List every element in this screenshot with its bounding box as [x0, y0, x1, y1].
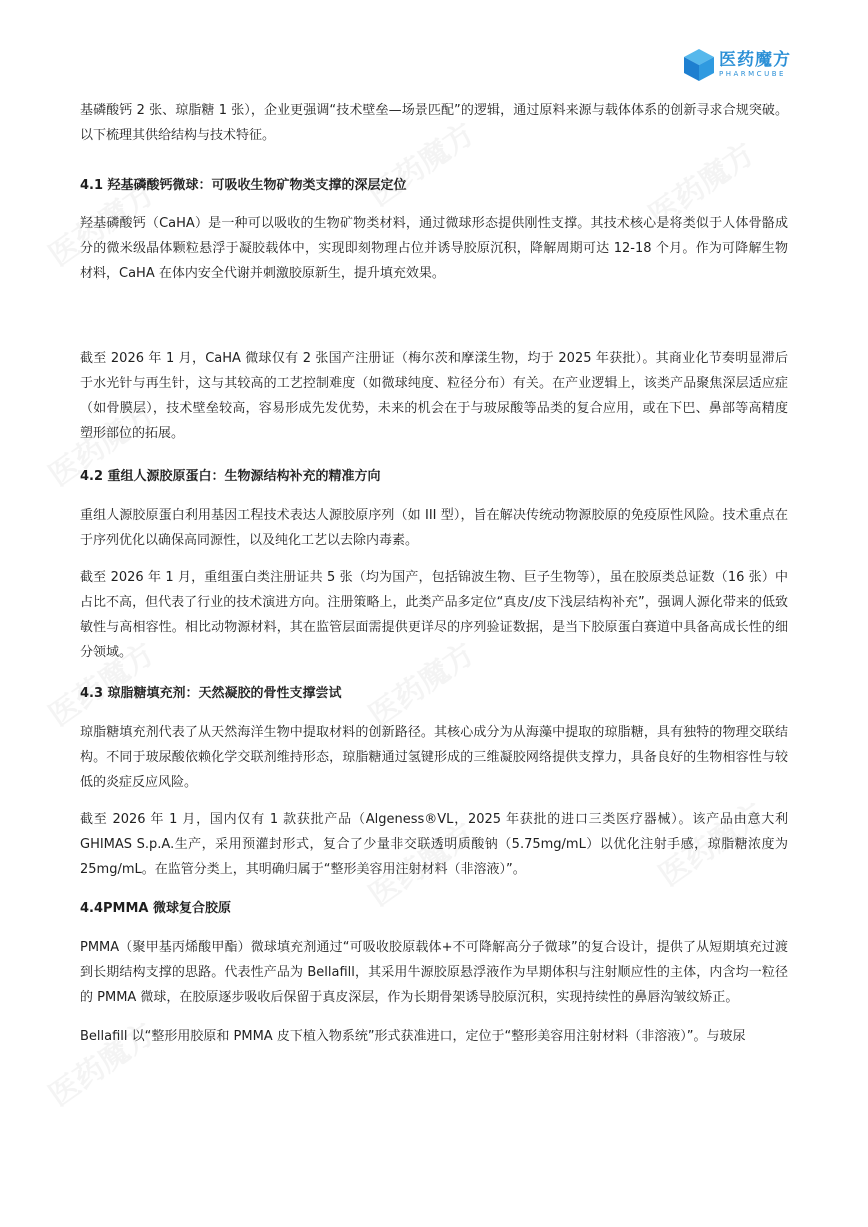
cube-icon: [683, 48, 715, 82]
paragraph: 截至 2026 年 1 月，国内仅有 1 款获批产品（Algeness®VL，2025 年获批的进口三类医疗器械）。该产品由意大利 GHIMAS S.p.A.生产，采用预灌封形式，复合了少量非交联透明质酸钠（5.75mg/mL）以优化注射手感，琼脂糖浓度为 25mg/mL。在监管分类上，其明确归属于“整形美容用注射材料（非溶液）”。: [80, 812, 788, 877]
section-heading-4-4: 4.4PMMA 微球复合胶原: [80, 901, 232, 916]
paragraph: 琼脂糖填充剂代表了从天然海洋生物中提取材料的创新路径。其核心成分为从海藻中提取的琼脂糖，具有独特的物理交联结构。不同于玻尿酸依赖化学交联剂维持形态，琼脂糖通过氢键形成的三维凝胶网络提供支撑力，具备良好的生物相容性与较低的炎症反应风险。: [80, 725, 788, 790]
section-heading-4-2: 4.2 重组人源胶原蛋白：生物源结构补充的精准方向: [80, 469, 381, 484]
pharmcube-logo: [683, 48, 791, 82]
section-heading-4-1: 4.1 羟基磷酸钙微球：可吸收生物矿物类支撑的深层定位: [80, 178, 407, 193]
paragraph: 截至 2026 年 1 月，CaHA 微球仅有 2 张国产注册证（梅尔茨和摩漾生物，均于 2025 年获批）。其商业化节奏明显滞后于水光针与再生针，这与其较高的工艺控制难度（如微球纯度、粒径分布）有关。在产业逻辑上，该类产品聚焦深层适应症（如骨膜层），技术壁垒较高，容易形成先发优势，未来的机会在于与玻尿酸等品类的复合应用，或在下巴、鼻部等高精度塑形部位的拓展。: [80, 351, 788, 441]
logo-name: 医药魔方: [719, 50, 791, 70]
paragraph-intro: 基磷酸钙 2 张、琼脂糖 1 张），企业更强调“技术壁垒—场景匹配”的逻辑，通过原料来源与载体体系的创新寻求合规突破。以下梳理其供给结构与技术特征。: [80, 103, 788, 143]
paragraph: 截至 2026 年 1 月，重组蛋白类注册证共 5 张（均为国产，包括锦波生物、巨子生物等），虽在胶原类总证数（16 张）中占比不高，但代表了行业的技术演进方向。注册策略上，此类产品多定位“真皮/皮下浅层结构补充”，强调人源化带来的低致敏性与高相容性。相比动物源材料，其在监管层面需提供更详尽的序列验证数据，是当下胶原蛋白赛道中具备高成长性的细分领域。: [80, 570, 788, 660]
document-body: [80, 98, 788, 1049]
logo-subtitle: PHARMCUBE: [719, 70, 786, 78]
section-heading-4-3: 4.3 琼脂糖填充剂：天然凝胶的骨性支撑尝试: [80, 686, 342, 701]
paragraph: 重组人源胶原蛋白利用基因工程技术表达人源胶原序列（如 III 型），旨在解决传统动物源胶原的免疫原性风险。技术重点在于序列优化以确保高同源性，以及纯化工艺以去除内毒素。: [80, 508, 788, 548]
paragraph: PMMA（聚甲基丙烯酸甲酯）微球填充剂通过“可吸收胶原载体+不可降解高分子微球”的复合设计，提供了从短期填充过渡到长期结构支撑的思路。代表性产品为 Bellafill，其采用牛源胶原悬浮液作为早期体积与注射顺应性的主体，内含均一粒径的 PMMA 微球，在胶原逐步吸收后保留于真皮深层，作为长期骨架诱导胶原沉积，实现持续性的鼻唇沟皱纹矫正。: [80, 940, 788, 1005]
paragraph: 羟基磷酸钙（CaHA）是一种可以吸收的生物矿物类材料，通过微球形态提供刚性支撑。其技术核心是将类似于人体骨骼成分的微米级晶体颗粒悬浮于凝胶载体中，实现即刻物理占位并诱导胶原沉积，降解周期可达 12-18 个月。作为可降解生物材料，CaHA 在体内安全代谢并刺激胶原新生，提升填充效果。: [80, 216, 788, 281]
paragraph: Bellafill 以“整形用胶原和 PMMA 皮下植入物系统”形式获准进口，定位于“整形美容用注射材料（非溶液）”。与玻尿: [80, 1029, 746, 1044]
